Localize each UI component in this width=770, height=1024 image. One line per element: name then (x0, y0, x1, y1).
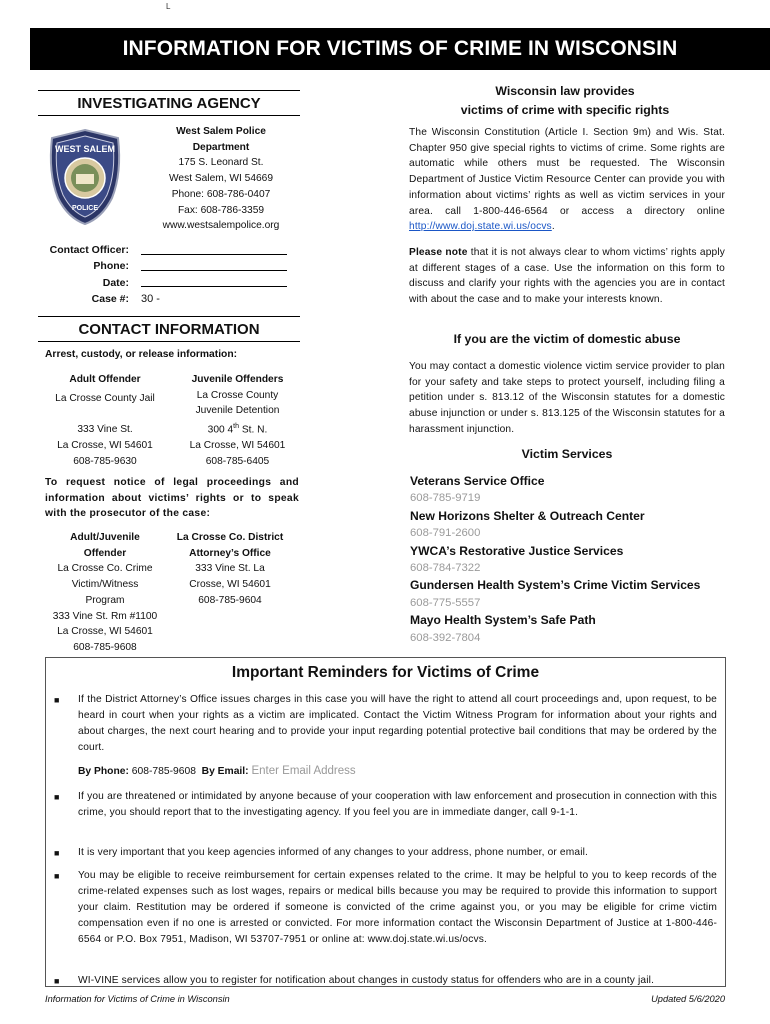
please-note-paragraph: Please note that it is not always clear to whom victims’ rights apply at different stages of a case. Use the information on this form to discuss and clarify your rights with the agencies you are in contact with about the case and to make your interests known. (409, 247, 726, 306)
bullet-icon: ■ (54, 848, 60, 858)
investigating-agency-heading: INVESTIGATING AGENCY (38, 90, 300, 116)
juvenile-offender-block: Juvenile Offenders La Crosse County Juvenile Detention 300 4th St. N. La Crosse, WI 54601 608-785-6405 (189, 374, 286, 467)
bullet-icon: ■ (54, 976, 60, 986)
prosecutor-notice: To request notice of legal proceedings and information about victims’ rights or to speak with the prosecutor of the case: (45, 477, 299, 520)
victim-services-heading: Victim Services (521, 447, 613, 461)
domestic-abuse-paragraph: You may contact a domestic violence victim service provider to plan for your safety and take steps to protect yourself, including filing a petition under s. 813.12 of the Wisconsin statutes for a domestic abuse injunction or under s. 813.125 of the Wisconsin statutes for a harassment injunction. (409, 361, 725, 435)
svg-text:POLICE: POLICE (71, 205, 99, 212)
list-item: Mayo Health System’s Safe Path 608-392-7804 (410, 613, 596, 644)
reminder-item: You may be eligible to receive reimbursement for certain expenses related to the crime. It may be helpful to you to keep records of the crime-related expenses such as lost wages, repairs or medical bills because you may be required to provide this information to support your claim. Restitution may be ordered if someone is convicted of the crime against you, or you may be eligible for crime victim compensation even if no one is arrested or convicted. For more information contact the Wisconsin Department of Justice at 1-800-446-6564 or P.O. Box 7951, Madison, WI 53707-7951 or online at: www.doj.state.wi.us/ocvs. (78, 870, 717, 945)
contact-officer-label: Contact Officer: (49, 244, 129, 257)
rights-heading: Wisconsin law provides victims of crime with specific rights (460, 84, 670, 117)
list-item: YWCA’s Restorative Justice Services 608-784-7322 (410, 543, 624, 574)
domestic-abuse-heading: If you are the victim of domestic abuse (453, 332, 681, 346)
case-label: Case #: (91, 293, 129, 306)
reminder-item: If the District Attorney’s Office issues charges in this case you will have the right to attend all court proceedings and, upon request, to be heard in court when your rights as a victim are implicated. Contact the Victim Witness Program for information about your rights and about charges, the next court hearing and to provide your input regarding potential protective bail conditions that may be ordered by the court. (78, 694, 717, 753)
contact-information-heading: CONTACT INFORMATION (38, 316, 300, 342)
list-item: Gundersen Health System’s Crime Victim Services 608-775-5557 (410, 578, 701, 609)
officer-contact-fields (38, 242, 300, 307)
victim-services-list (410, 473, 726, 647)
bullet-icon: ■ (54, 792, 60, 802)
agency-info: West Salem Police Department 175 S. Leonard St. West Salem, WI 54669 Phone: 608-786-0407 Fax: 608-786-3359 www.westsalempolice.org (162, 126, 280, 232)
police-badge-icon (46, 128, 124, 226)
arrest-info-label: Arrest, custody, or release information: (45, 349, 238, 360)
reminder-item: If you are threatened or intimidated by anyone because of your cooperation with law enforcement and prosecution in connection with this crime, you should report that to the investigating agency. If you feel you are in immediate danger, call 9-1-1. (78, 791, 717, 818)
list-item: Veterans Service Office 608-785-9719 (410, 474, 545, 505)
rights-paragraph: The Wisconsin Constitution (Article I. Section 9m) and Wis. Stat. Chapter 950 give special rights to victims of crime. Some rights are automatic while others must be requested. The Wisconsin Department of Justice Victim Resource Center can provide you with information about victims’ rights as well as victim services in your area. call 1-800-446-6564 or access a directory online http://www.doj.state.wi.us/ocvs. (409, 127, 725, 233)
agency-block (38, 124, 300, 239)
prosecutor-contacts (45, 530, 310, 656)
page-title: INFORMATION FOR VICTIMS OF CRIME IN WISCONSIN (30, 28, 770, 70)
reminders-title: Important Reminders for Victims of Crime (231, 664, 540, 681)
date-field[interactable] (141, 278, 287, 287)
footer-date: Updated 5/6/2020 (651, 994, 725, 1004)
phone-field[interactable] (141, 262, 287, 271)
email-input[interactable]: Enter Email Address (251, 765, 356, 777)
svg-text:WEST SALEM: WEST SALEM (55, 144, 115, 154)
bullet-icon: ■ (54, 871, 60, 881)
corner-mark: L (166, 2, 171, 11)
footer-title: Information for Victims of Crime in Wisconsin (45, 994, 230, 1004)
date-label: Date: (102, 276, 129, 289)
reminders-box (45, 657, 726, 987)
adult-offender-block: Adult Offender La Crosse County Jail 333 Vine St. La Crosse, WI 54601 608-785-9630 (55, 374, 155, 467)
phone-label: Phone: (93, 260, 129, 273)
offender-contacts (45, 372, 310, 470)
list-item: New Horizons Shelter & Outreach Center 608-791-2600 (410, 508, 645, 540)
district-attorney-block: La Crosse Co. District Attorney’s Office 333 Vine St. La Crosse, WI 54601 608-785-9604 (176, 532, 284, 606)
doj-link[interactable]: http://www.doj.state.wi.us/ocvs (409, 221, 552, 233)
reminder-item: It is very important that you keep agencies informed of any changes to your address, phone number, or email. (78, 847, 588, 858)
vw-contact-line: By Phone: 608-785-9608 By Email: Enter Email Address (78, 765, 356, 777)
case-field[interactable]: 30 - (141, 293, 160, 306)
victim-witness-block: Adult/Juvenile Offender La Crosse Co. Crime Victim/Witness Program 333 Vine St. Rm #1100 La Crosse, WI 54601 608-785-9608 (52, 532, 158, 653)
contact-officer-field[interactable] (141, 246, 287, 255)
bullet-icon: ■ (54, 695, 60, 705)
reminder-item: WI-VINE services allow you to register for notification about changes in custody status for offenders who are in a county jail. (78, 975, 655, 986)
